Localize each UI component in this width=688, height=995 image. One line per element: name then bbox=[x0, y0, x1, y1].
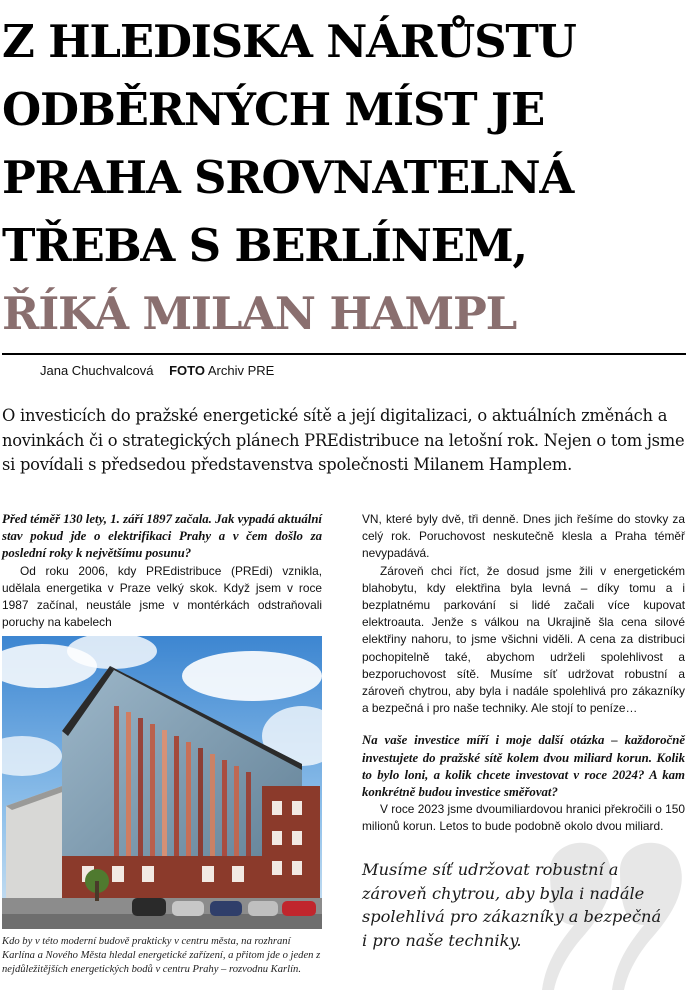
answer-2: V roce 2023 jsme dvoumiliardovou hranici překročili o 150 milionů korun. Letos to bude podobně okolo dvou miliard. bbox=[362, 802, 685, 834]
pull-quote: Musíme síť udržovat robustní a zároveň chytrou, aby byla i nadále spolehlivá pro zákazníky a bezpečná i pro naše techniky. bbox=[362, 860, 662, 950]
headline-line-4: TŘEBA S BERLÍNEM, bbox=[2, 219, 527, 272]
building-photo bbox=[2, 636, 322, 929]
paragraph-2: Zároveň chci říct, že dosud jsme žili v energetickém blahobytu, kdy elektřina byla levná – díky tomu a i bezplatnému parkování si lidé začali více kupovat elektroauta. Jenže s válkou na Ukrajině šla cena silové elektřiny nahoru, to jsme všichni viděli. A cena za distribuci pochopitelně také, abychom udrželi spolehlivost a bezporuchovost sítě. Musíme síť udržovat robustní a zároveň chytrou, aby byla i nadále spolehlivá pro zákazníky a bezpečná i pro naše techniky. Ale stojí to peníze… bbox=[362, 563, 685, 716]
answer-1-continued: VN, které byly dvě, tři denně. Dnes jich řešíme do stovky za celý rok. Poruchovost neskutečně klesla a Praha téměř nevypadává. bbox=[362, 512, 685, 561]
headline-line-2: ODBĚRNÝCH MÍST JE bbox=[2, 83, 545, 136]
answer-1: Od roku 2006, kdy PREdistribuce (PREdi) vznikla, udělala energetika v Praze velký skok. Když jsem v roce 1987 začínal, neustále jsme v montérkách odstraňovali poruchy na kabelech bbox=[2, 563, 322, 630]
byline-photo-credit: Archiv PRE bbox=[207, 363, 275, 378]
byline bbox=[40, 363, 274, 378]
headline-accent-line: ŘÍKÁ MILAN HAMPL bbox=[2, 287, 517, 340]
article-lead: O investicích do pražské energetické sítě a její digitalizaci, o aktuálních změnách a novinkách či o strategických plánech PREdistribuce na letošní rok. Nejen o tom jsme si povídali s předsedou představenstva společnosti Milanem Hamplem. bbox=[2, 406, 685, 474]
headline-divider bbox=[2, 353, 686, 355]
column-right bbox=[362, 511, 685, 836]
headline-line-3: PRAHA SROVNATELNÁ bbox=[2, 151, 574, 204]
headline-line-1: Z HLEDISKA NÁRŮSTU bbox=[2, 15, 576, 68]
byline-author: Jana Chuchvalcová bbox=[40, 363, 154, 378]
question-1: Před téměř 130 lety, 1. září 1897 začala. Jak vypadá aktuální stav pokud jde o elektrifikaci Prahy a v čem došlo za poslední roky k největšímu posunu? bbox=[2, 512, 322, 561]
column-left bbox=[2, 511, 322, 631]
question-2: Na vaše investice míří i moje další otázka – každoročně investujete do pražské sítě kolem dvou miliard korun. Kolik to bylo loni, a kolik chcete investovat v roce 2024? A kam konkrétně budou investice směřovat? bbox=[362, 733, 685, 800]
byline-photo-label: FOTO bbox=[169, 363, 205, 378]
photo-caption: Kdo by v této moderní budově prakticky v centru města, na rozhraní Karlína a Nového Města hledal energetické zařízení, a přitom jde o jeden z nejdůležitějších energetických bodů v centru Prahy – rozvodnu Karlín. bbox=[2, 936, 321, 975]
article-headline bbox=[2, 8, 686, 348]
